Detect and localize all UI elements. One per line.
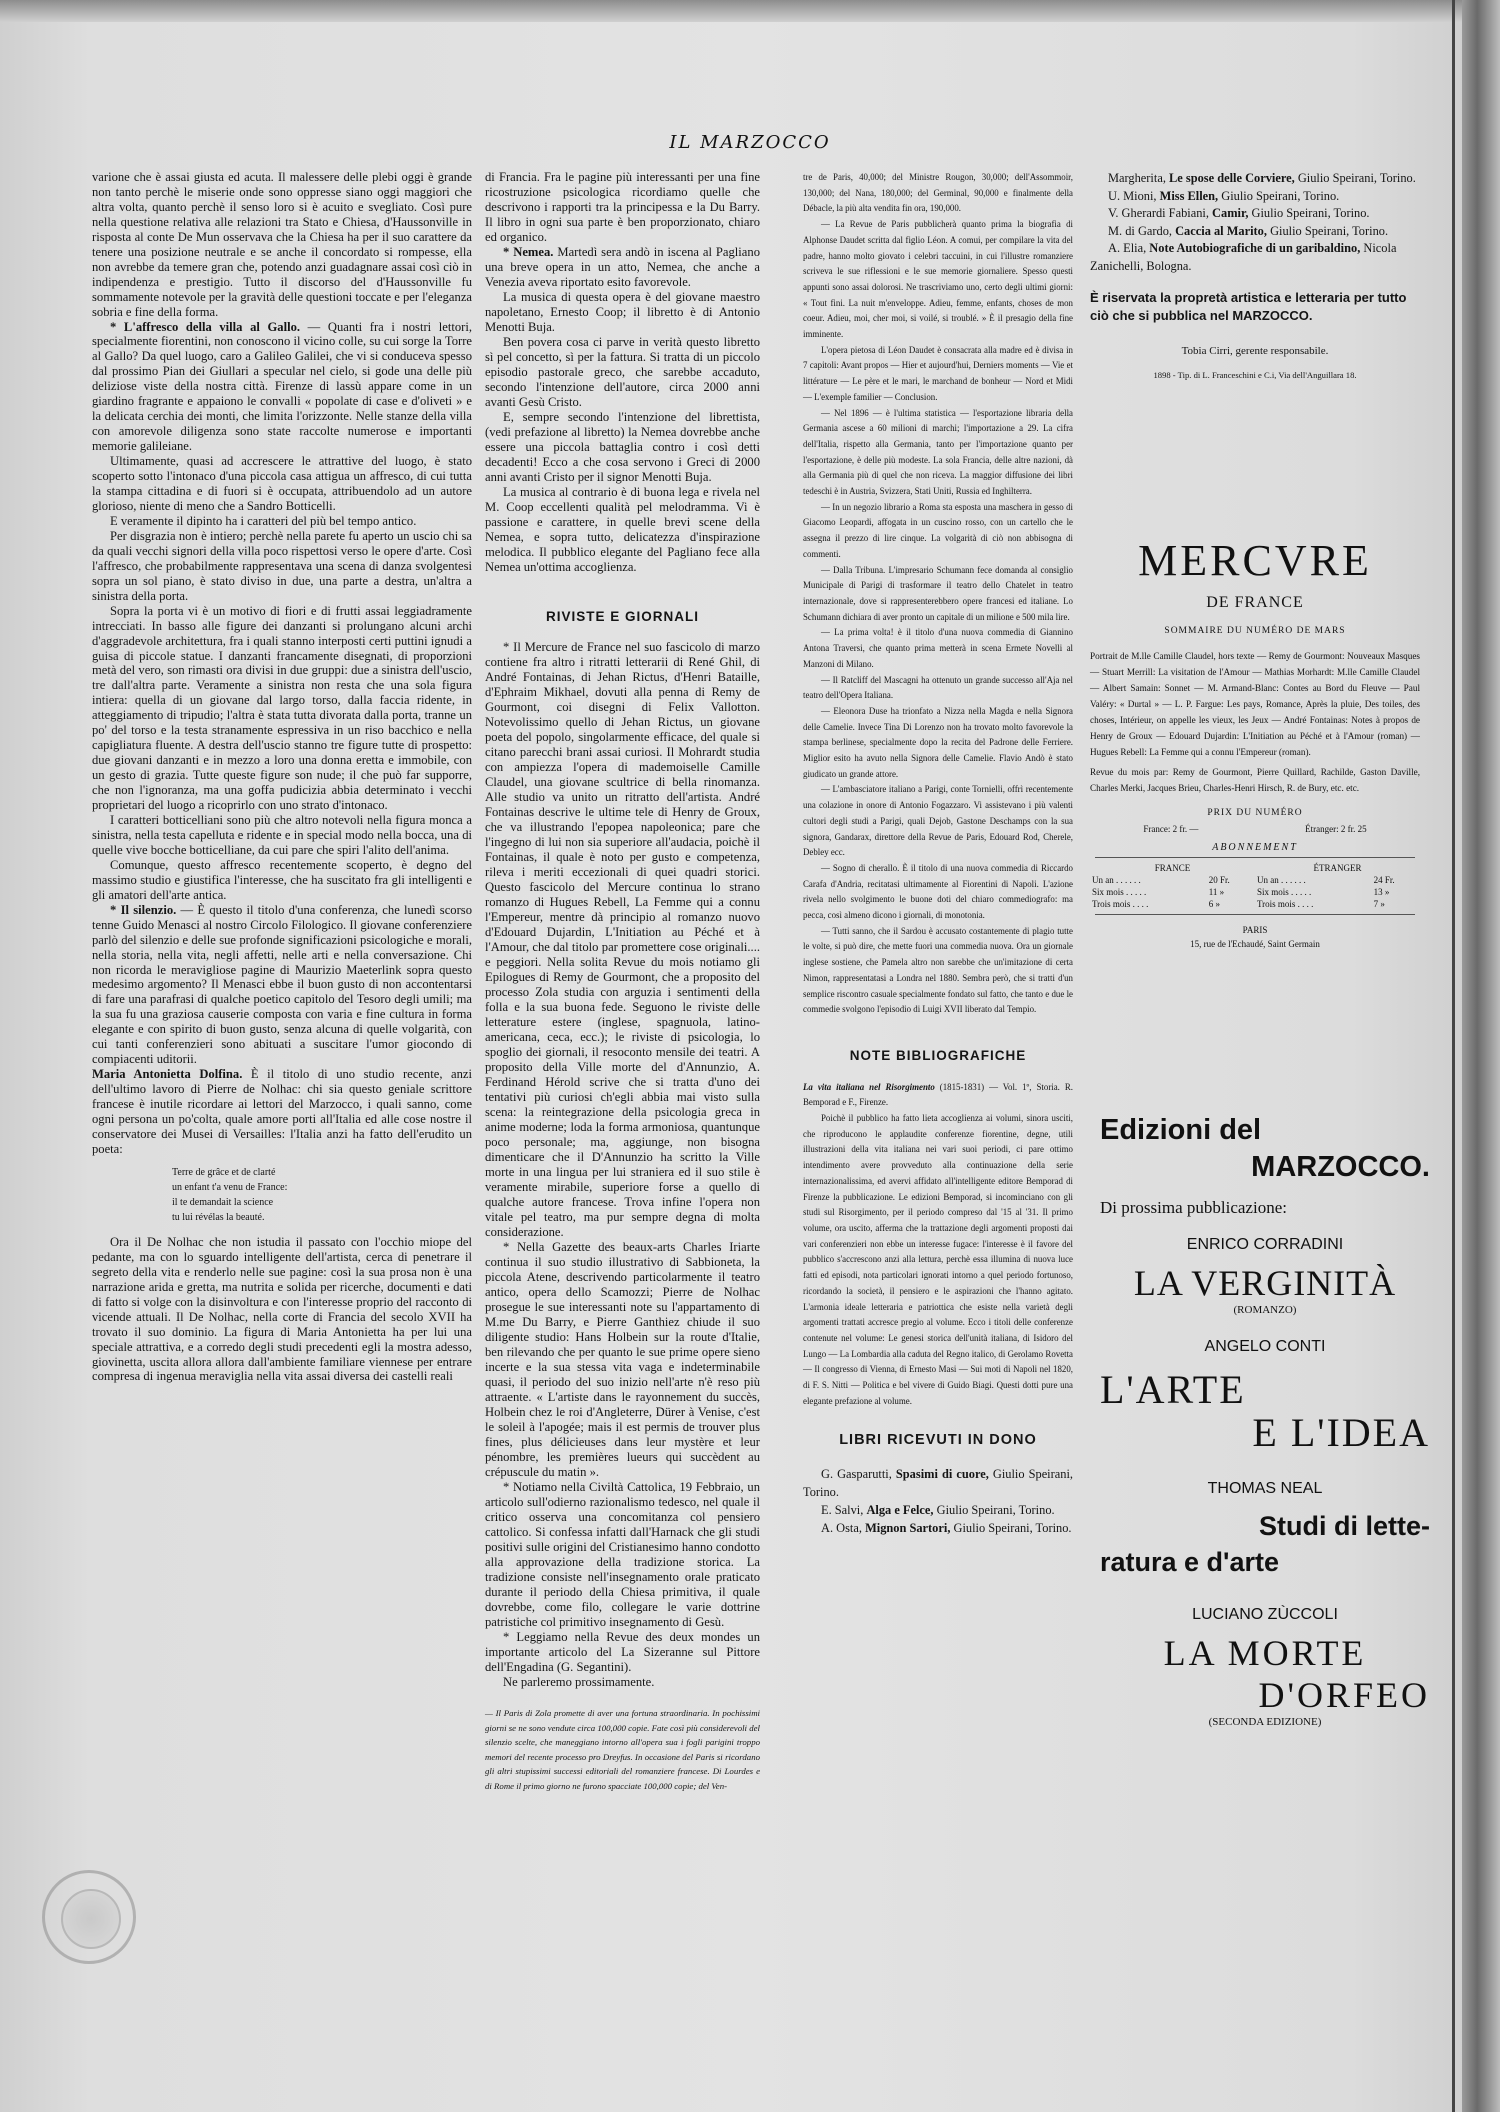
list-item [1090, 188, 1420, 206]
section-heading-libri: LIBRI RICEVUTI IN DONO [839, 1432, 1037, 1449]
section-title: * Nemea. [503, 245, 554, 259]
managing-editor: Tobia Cirri, gerente responsabile. [1181, 345, 1329, 357]
paragraph [92, 320, 472, 455]
news-item: tre de Paris, 40,000; del Ministre Rougon, 30,000; dell'Assommoir, 130,000; del Nana, 180,000; del Germinal, 90,000 e finalmente della Débacle, la più alta vendita fin ora, 190,000. [803, 172, 1073, 214]
news-item: L'opera pietosa di Léon Daudet è consacrata alla madre ed è divisa in 7 capitoli: Avant propos — Hier et aujourd'hui, Derniers moments — Vie et littérature — Le père et le mari, le marchand de bonheur — Nord et Midi — L'exemple familier — Conclusion. [803, 344, 1073, 402]
book-author: M. di Gardo, [1108, 223, 1176, 238]
mercure-title: MERCVRE [1138, 536, 1372, 585]
mercure-prix-heading: PRIX DU NUMÉRO [1207, 808, 1303, 818]
book-publisher: Giulio Speirani, Torino. [933, 1503, 1055, 1518]
paragraph: Per disgrazia non è intiero; perchè nella parete fu aperto un uscio chi sa da quali vecchi signori della villa poco rispettosi verso le opere d'arte. Così l'affresco, che probabilmente rappresentava una scena di danza svolgentesi sopra un sol piano, è stato diviso in due, una parte a destra, un'altra a sinistra della porta. [92, 528, 472, 603]
table-row [1090, 898, 1420, 910]
book-author: A. Elia, [1108, 241, 1150, 255]
book-note: (SECONDA EDIZIONE) [1208, 1716, 1322, 1728]
paragraph: Ne parleremo prossimamente. [503, 1675, 655, 1689]
book-title-line2: ratura e d'arte [1100, 1547, 1279, 1577]
news-item: — Tutti sanno, che il Sardou è accusato costantemente di plagio tutte le volte, si può dire, che mette fuori una commedia nuova. Ora un giornale inglese sostiene, che Pamela altro non sarebbe che un'imitazione di certa Nimon, rappresentatasi a Londra nel 1880. Sembra però, che si tratti d'un semplice riscontro casuale specialmente fondato sul fatto, che tanto e due le commedie svolgono l'episodio di Luigi XVII liberato dal Tempio. [803, 925, 1073, 1015]
running-head: IL MARZOCCO [669, 132, 831, 153]
news-item: — Eleonora Duse ha trionfato a Nizza nella Magda e nella Signora delle Camelie. Invece Tina Di Lorenzo non ha trovato molto favorevole la stampa berlinese, specialmente dopo la recita del Padrone delle Ferriere. Miglior esito ha avuto nella Signora delle Camelie. Flavio Andò è stato giudicato un grande attore. [803, 705, 1073, 779]
book-author: Margherita, [1108, 171, 1170, 185]
paragraph [92, 903, 472, 1067]
mercure-sommaire: SOMMAIRE DU NUMÉRO DE MARS [1164, 626, 1346, 636]
book-publisher: Giulio Speirani, Torino. [950, 1521, 1072, 1536]
book-author: U. Mioni, [1108, 188, 1160, 203]
table-cell: 7 » [1373, 899, 1385, 909]
table-row [1090, 874, 1420, 886]
book-publisher: Giulio Speirani, Torino. [1218, 188, 1340, 203]
book-title: Miss Ellen, [1159, 188, 1219, 203]
list-item [1090, 223, 1420, 241]
list-item [803, 1465, 1073, 1501]
mercure-abonnement: ABONNEMENT [1212, 842, 1298, 853]
book-author: ANGELO CONTI [1204, 1338, 1326, 1355]
column-2 [485, 170, 760, 1794]
table-cell: Six mois . . . . . [1256, 887, 1312, 897]
list-item [1090, 240, 1420, 275]
news-item: — In un negozio librario a Roma sta esposta una maschera in gesso di Giacomo Leopardi, affogata in un cuscino rosso, con un cartello che le assegna il prezzo di lire cinque. La volgarità di ciò non abbisogna di commenti. [803, 501, 1073, 559]
paragraph-text: Martedì sera andò in iscena al Pagliano una breve opera in un atto, Nemea, che anche a Venezia aveva riportato esito favorevole. [485, 245, 760, 289]
mercure-subtitle: DE FRANCE [1206, 594, 1304, 611]
table-cell: 11 » [1208, 887, 1225, 897]
table-cell: Un an . . . . . . [1092, 875, 1141, 885]
book-title: Mignon Sartori, [865, 1521, 951, 1536]
list-item [803, 1519, 1073, 1537]
news-item: — L'ambasciatore italiano a Parigi, conte Tornielli, offrì recentemente una colazione in onore di Antonio Fogazzaro. Vi assistevano i più valenti cultori degli studi a Parigi, quali Dejob, Gastone Deschamps con la sua signora, Gandarax, direttore della Revue de Paris, Edouard Rod, Cherele, Debley ecc. [803, 784, 1073, 858]
table-cell: Six mois . . . . . [1092, 887, 1147, 897]
paragraph: Ben povera cosa ci parve in verità questo libretto sì pel concetto, sì per la fattura. Si tratta di un piccolo episodio pastorale greco, che sarebbe accaduto, secondo l'intenzione dell'autore, circa 2000 anni avanti Gesù Cristo. [485, 335, 760, 409]
news-item: — La Revue de Paris pubblicherà quanto prima la biografia di Alphonse Daudet scritta dal figlio Léon. A comui, per compilare la vita del padre, hanno molto giovato i celebri taccuini, in cui l'illustre romanziere scriveva le sue riflessioni e le sue memorie giornaliere. Spesso questi appunti sono assai dolorosi. Ne trascriviamo uno, certo degli ultimi giorni: « Tout fini. La nuit m'enveloppe. Adieu, femme, enfants, choses de mon coeur. Adieu, moi, cher moi, si voilé, si troublé. » È il presagio della fine imminente. [803, 219, 1073, 340]
list-item [803, 1501, 1073, 1519]
scan-top-edge [0, 0, 1500, 22]
paragraph: Comunque, questo affresco recentemente scoperto, è degno del massimo studio e giustifica l'interesse, che ha suscitato fra gli intelligenti e gli amatori dell'arte antica. [92, 857, 472, 902]
book-title: La vita italiana nel Risorgimento [803, 1081, 935, 1092]
paragraph [92, 1067, 472, 1157]
paragraph: Ultimamente, quasi ad accrescere le attrattive del luogo, è stato scoperto sotto l'intonaco d'una piccola casa attigua un affresco, di cui tutta la stampa cittadina e di fuori si è occupata, attribuendolo ad un autore glorioso, niente di meno che a Sandro Botticelli. [92, 454, 472, 513]
printer-info: 1898 - Tip. di L. Franceschini e C.i, Via dell'Anguillara 18. [1153, 369, 1357, 380]
paragraph: di Francia. Fra le pagine più interessanti per una fine ricostruzione psicologica ricordiamo quelle che descrivono i rapporti tra la principessa e la Du Barry. Il libro in ogni sua parte è ben proporzionato, chiaro ed organico. [485, 170, 760, 244]
column-header: FRANCE [1154, 863, 1191, 873]
divider [1095, 914, 1415, 915]
book-title: Camir, [1212, 206, 1249, 220]
book-author: THOMAS NEAL [1207, 1480, 1323, 1497]
table-cell: Trois mois . . . . [1256, 899, 1314, 909]
mercure-city: PARIS [1242, 925, 1268, 935]
poem-line: Terre de grâce et de clarté [172, 1166, 276, 1178]
paragraph: varione che è assai giusta ed acuta. Il malessere delle plebi oggi è grande non tanto perchè le miserie onde sono oppresse siano oggi maggiori che altra volta, quanto perchè il senso loro si è acuito e svegliato. Così pure nella questione relativa alle relazioni tra Stato e Chiesa, d'Haussonville in risposta al conte De Mun osservava che la Chiesa ha per il suo carattere da tenere una posizione neutrale e se anche il concordato si rompesse, ella non avrebbe da temere gran che, potendo anzi guadagnare assai così ciò in indipendenza e prestigio. Tutto il discorso del d'Haussonville fu sommamente notevole per la gravità delle questioni toccate e per l'eleganza sobria e fine della forma. [92, 170, 472, 319]
book-note: (ROMANZO) [1233, 1304, 1297, 1316]
section-heading-riviste: RIVISTE E GIORNALI [545, 609, 699, 624]
news-item: — Dalla Tribuna. L'impresario Schumann fece domanda al consiglio Municipale di Parigi di trasformare il teatro dello Chatelet in teatro internazionale, dove si rappresenterebbero opere francesi ed italiane. Lo Schumann dichiara di aver pronto un capitale di un milione e 500 mila lire. [803, 564, 1073, 622]
paragraph-text: È il titolo di uno studio recente, anzi dell'ultimo lavoro di Pierre de Nolhac: chi sia questo geniale scrittore francese è inutile ricordare ai lettori del Marzocco, i quali sanno, come ogni persona un po'colta, quale amore porti all'Italia ed alle cose nostre il conservatore dei Musei di Versailles: l'Italia anzi ha fatto dell'erudito un poeta: [92, 1067, 472, 1156]
paragraph: I caratteri botticelliani sono più che altro notevoli nella figura monca a sinistra, nella testa capelluta e ridente e in special modo nella bocca, una di quelle vive bocche botticelliane, da cui pare che spiri l'alito dell'anima. [92, 812, 472, 857]
paragraph: * Nella Gazette des beaux-arts Charles Iriarte continua il suo studio illustrativo di Sabbioneta, la piccola Atene, descrivendo particolarmente il teatro antico, opera dello Scamozzi; Pierre de Nolhac prosegue le sue interessanti note su l'appartamento di M.me Du Barry, e Pierre Ganthiez chiude il suo diligente studio: Hans Holbein sur la route d'Italie, ben rilevando che per quanto le sue prime opere sieno incerte e la sua stessa vita vaga e indeterminabile quasi, il periodo del suo inizio nell'arte n'è reso più attraente. « L'artiste dans le rayonnement du succès, Holbein chez le roi d'Angleterre, Dürer à Venise, c'est le soleil à l'apogée; mais il est permis de trouver plus fines, plus délicieuses dans leur mystère et leur pénombre, les premières lueurs qui succèdent au crépuscule du matin ». [485, 1240, 760, 1479]
book-author: G. Gasparutti, [821, 1467, 896, 1482]
paragraph: Sopra la porta vi è un motivo di fiori e di frutti assai leggiadramente intrecciati. In basso alle figure dei danzanti si prolungano alcuni archi d'aggradevole architettura, fra i quali stanno interposti certi puttini ignudi a guisa di piccole statue. I danzanti francamente disegnati, di proporzioni metà del vero, son rimasti ora divisi in due gruppi: due a sinistra dell'uscio, tre dall'altra parte. Veramente a sinistra non resta che una sola figura intiera: quella di un giovane dal largo torso, dalla faccia ridente, in atteggiamento di tripudio; l'altra è stata tutta divorata dalla porta, tranne un po' del torso e la testa stranamente espressiva in un riso bacchico e nella capigliatura fluente. A destra dell'uscio stanno tre figure tutte di prospetto: due giovani danzanti e in mezzo a loro una donna eretta e immobile, con un gesto di grazia. Tutte queste figure son nude; il che può far supporre, che non l'ignoranza, ma una goffa pudicizia abbia determinato i vecchi proprietari del luogo a ricoprirlo con uno strato d'intonaco. [92, 603, 472, 813]
book-title: Caccia al Marito, [1175, 223, 1267, 238]
page-binding-line [1452, 0, 1455, 2112]
table-cell: Un an . . . . . . [1256, 875, 1306, 885]
news-item: — La prima volta! è il titolo d'una nuova commedia di Giannino Antona Traversi, che quanto prima metterà in scena Ermete Novelli al Manzoni di Milano. [803, 627, 1073, 669]
bibliography-text: Poichè il pubblico ha fatto lieta accoglienza ai volumi, sinora usciti, che riproducono le applaudite conferenze fiorentine, degne, utili illustrazioni della vita italiana nei vari suoi periodi, ci pare ottimo intendimento avere provveduto alla continuazione della serie internazionalissima, ed avervi affidato all'intelligente editore Bemporad di Firenze la pubblicazione. Le edizioni Bemporad, si incominciano con gli studi sul Risorgimento, per il periodo compreso dal '15 al '31. Il primo volume, ora uscito, afferma che la trattazione degli argomenti proposti dai vari conferenzieri non ebbe un interesse fugace: l'interesse è il favore del pubblico s'accrescono anzi alla lettura, perchè essa illumina di nuova luce fatti ed episodi, nota particolari ignorati intorno a quel periodo fortunoso, ricordando la società, il pensiero e le aspirazioni che l'hanno agitato. L'armonia ideale letteraria e patriottica che esiste nella varietà degli argomenti trattati accresce pregio al volume. Ecco i titoli delle conferenze contenute nel volume: Le genesi storica dell'unità italiana, di Isidoro del Lungo — La Lombardia alla caduta del Regno italico, di Gerolamo Rovetta — Il congresso di Vienna, di Ernesto Masi — Sui moti di Napoli nel 1820, di F. S. Nitti — Politica e bel vivere di Guido Biagi. Questi dotti pure una elegante prefazione al volume. [803, 1113, 1073, 1406]
mercure-revue: Revue du mois par: Remy de Gourmont, Pierre Quillard, Rachilde, Gaston Daville, Charles Merki, Jacques Brieu, Charles-Henri Hirsch, R. de Bury, etc. etc. [1090, 767, 1420, 793]
bibliography-entry [803, 1080, 1073, 1111]
table-row [1090, 886, 1420, 898]
news-item: — Sogno di cherallo. È il titolo di una nuova commedia di Riccardo Carafa d'Andria, recitatasi ultimamente al Fiorentini di Napoli. L'azione rivela nello svolgimento le buone doti del chiaro commediografo: ma pecca, così almeno dicono i giornali, di monotonia. [803, 862, 1073, 921]
paragraph: La musica al contrario è di buona lega e rivela nel M. Coop eccellenti qualità pel melodramma. Vi è passione e carattere, in quelle brevi scene della Nemea, e sopra tutto, delicatezza d'inspirazione melodica. Il pubblico elegante del Pagliano fece alla Nemea un'ottima accoglienza. [485, 485, 760, 574]
column-1 [92, 170, 472, 1860]
book-author: ENRICO CORRADINI [1186, 1236, 1344, 1253]
book-info: (1815-1831) — Vol. 1º, Storia. R. Bemporad e F., Firenze. [803, 1081, 1074, 1108]
list-item [1090, 170, 1420, 188]
book-publisher: Nicola Zanichelli, Bologna. [1090, 241, 1397, 273]
news-item: — Il Ratcliff del Mascagni ha ottenuto un grande successo all'Aja nel teatro dell'Opera Italiana. [803, 674, 1073, 701]
edizioni-title-line1: Edizioni del [1100, 1114, 1262, 1146]
paragraph: * Il Mercure de France nel suo fascicolo di marzo contiene fra altro i ritratti letterarii di René Ghil, di André Fontainas, di Jehan Rictus, d'Henri Bataille, d'Ephraim Mikhael, dovuti alla penna di Remy de Gourmont, coi disegni di Felix Vallotton. Notevolissimo quello di Jehan Rictus, un giovane poeta del popolo, singolarmente efficace, del quale si citano parecchi brani assai curiosi. Il Mohrardt studia con ampiezza l'opera di mademoiselle Camille Claudel, una giovane scultrice di bella rinomanza. Alle studio va unito un ritratto dell'artista. André Fontainas descrive le ultime tele di Henry de Groux, che va illustrando l'epopea napoleonica; pare che l'ingegno di lui non sia superiore all'audacia, poichè il Fontainas, il quale è noto per gusto e competenza, rileva i meriti eccezionali di quei quadri storici. Questo fascicolo del Mercure continua lo strano romanzo di Hugues Rebell, La Femme qui a connu l'Empereur, mentre dà principio al romanzo nuovo d'Edouard Dujardin, L'Initiation au Péché et à l'Amour, che dal titolo par promettere cose originali.... e peggiori. Nella solita Revue du mois notiamo gli Epilogues di Remy de Gourmont, che a proposito del processo Zola studia con arguzia i sentimenti della folla e la sua buona fede. Seguono le riviste delle letterature estere (inglese, spagnuola, latino-americana, ceca, ecc.); le riviste di psicologia, lo spoglio dei giornali, il resoconto mensile dei teatri. A proposito della Ville morte del d'Annunzio, A. Ferdinand Hérold scrive che si tratta d'uno dei tentativi più curiosi ch'egli abbia mai visto sulla scena: la reintegrazione della psicologia greca in anime moderne; loda la forma armoniosa, quantunque poco personale; ma, aggiunge, non bisogna dimenticare che il D'Annunzio ha scritto la Ville morte in una lingua per lui straniera ed il suo stile è veramente mirabile, superiore forse a quello di qualche autore francese. Trova infine l'opera non vitale pel teatro, ma pur sempre degna di molta considerazione. [485, 640, 760, 1239]
edizioni-subtitle: Di prossima pubblicazione: [1100, 1198, 1287, 1217]
table-cell: 24 Fr. [1373, 875, 1395, 885]
edizioni-title-line2: MARZOCCO. [1251, 1151, 1430, 1183]
paragraph: * Leggiamo nella Revue des deux mondes un importante articolo del La Sizeranne sul Pittore dell'Engadina (G. Segantini). [485, 1630, 760, 1674]
copyright-notice: È riservata la propretà artistica e letteraria per tutto ciò che si pubblica nel MARZOCCO. [1090, 290, 1407, 323]
book-title-line2: E L'IDEA [1252, 1410, 1430, 1455]
poem-line: il te demandait la science [172, 1196, 274, 1208]
book-publisher: Giulio Speirani, Torino. [1266, 223, 1389, 238]
footnote: — Il Paris di Zola promette di aver una fortuna straordinaria. In pochissimi giorni se ne sono vendute circa 100,000 copie. Fate così più considerevoli del silenzio scelte, che maneggiano intorno all'opera sua i fogli parigini troppo memori del recente processo pro Dreyfus. In occasione del Paris si ricordano gli altri stupissimi successi editoriali del romanziere francese. Di Lourdes e di Rome il primo giorno ne furono spacciate 100,000 copie; del Ven- [485, 1708, 760, 1791]
stamp-emblem [61, 1889, 121, 1949]
book-title-line1: L'ARTE [1100, 1367, 1246, 1412]
paragraph: La musica di questa opera è del giovane maestro napoletano, Ernesto Coop; il libretto è di Antonio Menotti Buja. [485, 290, 760, 334]
book-title: Alga e Felce, [866, 1503, 934, 1518]
paragraph: E veramente il dipinto ha i caratteri del più bel tempo antico. [110, 513, 417, 528]
book-publisher: Giulio Speirani, Torino. [1248, 206, 1370, 220]
library-stamp [42, 1870, 136, 1964]
column-3 [803, 170, 1073, 1537]
book-publisher: Giulio Speirani, Torino. [1294, 171, 1416, 185]
table-cell: 6 » [1208, 899, 1220, 909]
mercure-contents: Portrait de M.lle Camille Claudel, hors texte — Remy de Gourmont: Nouveaux Masques — Stuart Merrill: La visitation de l'Amour — Mathias Morhardt: M.lle Camille Claudel — Albert Samain: Sonnet — M. Armand-Blanc: Contes au Bord du Fleuve — Paul Valéry: « Durtal » — L. P. Fargue: Les pays, Romance, Après la pluie, Des toiles, des choses, Intérieur, on appelle les vieux, les Jeux — André Fontainas: Notes à propos de Henry de Groux — Edouard Dujardin: L'Initiation au Péché et à l'Amour (roman) — Hugues Rebell: La Femme qui a connu l'Empereur (roman). [1090, 651, 1420, 757]
paragraph: E, sempre secondo l'intenzione del librettista, (vedi prefazione al libretto) la Nemea dovrebbe anche essere una piccola battaglia contro i così detti decadenti! Ecco a che cosa servono i Greci di 2000 anni avanti Cristo per il signor Menotti Buja. [485, 410, 760, 484]
book-title-line1: LA MORTE [1163, 1633, 1367, 1673]
poem-line: tu lui révélas la beauté. [172, 1211, 265, 1223]
subscription-table [1090, 862, 1420, 910]
mercure-prices [1090, 824, 1420, 834]
table-header-row [1090, 862, 1420, 874]
table-cell: Trois mois . . . . [1092, 899, 1149, 909]
book-author: A. Osta, [821, 1521, 866, 1536]
book-title-line1: Studi di lette- [1259, 1511, 1430, 1541]
paragraph [485, 245, 760, 290]
book-title: Note Autobiografiche di un garibaldino, [1149, 241, 1361, 255]
poem-quote [172, 1165, 472, 1225]
table-cell: 13 » [1373, 887, 1390, 897]
column-4 [1090, 170, 1420, 384]
paragraph-text: — Quanti fra i nostri lettori, specialmente fiorentini, non conoscono il vicino colle, su cui sorge la Torre al Gallo? Da quel luogo, caro a Galileo Galilei, che vi si conduceva spesso dal prossimo Pian dei Giullari a specular nel cielo, si gode una delle più deliziose viste della nostra città. Firenze di lassù appare come in un giardino fragrante e appaiono le convalli « popolate di case e d'oliveti » e la delicata cerchia dei monti, che limita l'orizzonte. Nelle stanze della villa con amorevole diligenza sono state raccolte numerose e importanti memorie galileiane. [92, 319, 472, 454]
section-title: * L'affresco della villa al Gallo. [110, 319, 301, 334]
news-item: — Nel 1896 — è l'ultima statistica — l'esportazione libraria della Germania ascese a 60 milioni di marchi; l'importazione a 29. La cifra dell'Italia, rispetto alla Germania, tanto per l'importazione quanto per l'esportazione, è delle più modeste. La sola Francia, delle altre nazioni, dà alla Germania più di quel che non riceva. La maggior diffusione dei libri tedeschi è in Austria, Svizzera, Stati Uniti, Russia ed Inghilterra. [803, 407, 1073, 497]
paragraph-text: — È questo il titolo d'una conferenza, che lunedì scorso tenne Guido Menasci al nostro Circolo Filologico. Il giovane conferenziere parlò del silenzio e delle sue profonde significazioni psicologiche e morali, nella storia, nella vita, negli affetti, nelle arti e nella conversazione. Chi non ricorda le meravigliose pagine di Maurizio Maeterlink sopra questo medesimo argomento? Il Menasci ebbe il buon gusto di non accontentarsi di fare una parafrasi di qualche poetico capitolo del Tesoro degli umili; ma la sua fu una graziosa causerie composta con varia e fine cultura in forma elegante e con spirito di buon gusto, senza alcuna di quelle volgarità, con cui tanti conferenzieri sono abituati a suscitare l'umor giocondo di compiacenti uditorii. [92, 902, 472, 1067]
book-author: E. Salvi, [821, 1503, 867, 1518]
paragraph: * Notiamo nella Civiltà Cattolica, 19 Febbraio, un articolo sull'odierno razionalismo tedesco, nel quale il critico osserva una concomitanza col pensiero cattolico. Si confessa infatti dall'Harnack che gli studi positivi sulle origini del Cristianesimo hanno condotto alla approvazione della tradizione storica. La tradizione consiste nell'insegnamento orale praticato durante il periodo della Chiesa primitiva, il quale dovrebbe, come filo, collegare le varie dottrine patristiche col primitivo insegnamento di Gesù. [485, 1480, 760, 1629]
list-item [1090, 205, 1420, 223]
mercure-address: 15, rue de l'Echaudé, Saint Germain [1190, 939, 1320, 949]
book-title: Spasimi di cuore, [895, 1467, 989, 1482]
edizioni-advertisement [1100, 1114, 1430, 1728]
mercure-advertisement [1090, 536, 1420, 949]
book-publisher: Giulio Speirani, Torino. [803, 1467, 1073, 1500]
book-title: LA VERGINITÀ [1133, 1263, 1397, 1303]
table-cell: 20 Fr. [1208, 875, 1230, 885]
divider [1095, 857, 1415, 858]
books-received-list [803, 1465, 1073, 1537]
scan-right-edge [1462, 0, 1500, 2112]
section-title: * Il silenzio. [110, 902, 177, 917]
price-france: France: 2 fr. — [1143, 824, 1199, 834]
column-header: ÉTRANGER [1313, 863, 1362, 873]
price-etranger: Étranger: 2 fr. 25 [1305, 824, 1367, 834]
section-title: Maria Antonietta Dolfina. [92, 1067, 243, 1082]
section-heading-note: NOTE BIBLIOGRAFICHE [849, 1047, 1027, 1063]
book-author: V. Gherardi Fabiani, [1108, 206, 1213, 220]
book-title: Le spose delle Corviere, [1169, 171, 1295, 185]
book-author: LUCIANO ZÙCCOLI [1192, 1606, 1338, 1623]
paragraph: Ora il De Nolhac che non istudia il passato con l'occhio miope del pedante, ma con lo sguardo intelligente dell'artista, cerca di penetrare il segreto della vita e renderlo nelle sue pagine: così la sua prosa non è una narrazione arida e gretta, ma nutrita e solida per ricerche, documenti e dati di fatto si volge con la disinvoltura e con l'interesse proprio del racconto di vicende attuali. Il De Nolhac, nella corte di Francia del secolo XVII ha trovato il suo dominio. La figura di Maria Antonietta ha per lui una speciale attrattiva, e a corredo degli studi precedenti egli la mostra adesso, giovinetta, uscita allora allora dall'ambiente familiare viennese per entrare compresa di ingenua meraviglia nella vita assai diversa dei castelli reali [92, 1234, 472, 1384]
poem-line: un enfant t'a venu de France: [172, 1181, 288, 1193]
book-title-line2: D'ORFEO [1258, 1675, 1430, 1715]
